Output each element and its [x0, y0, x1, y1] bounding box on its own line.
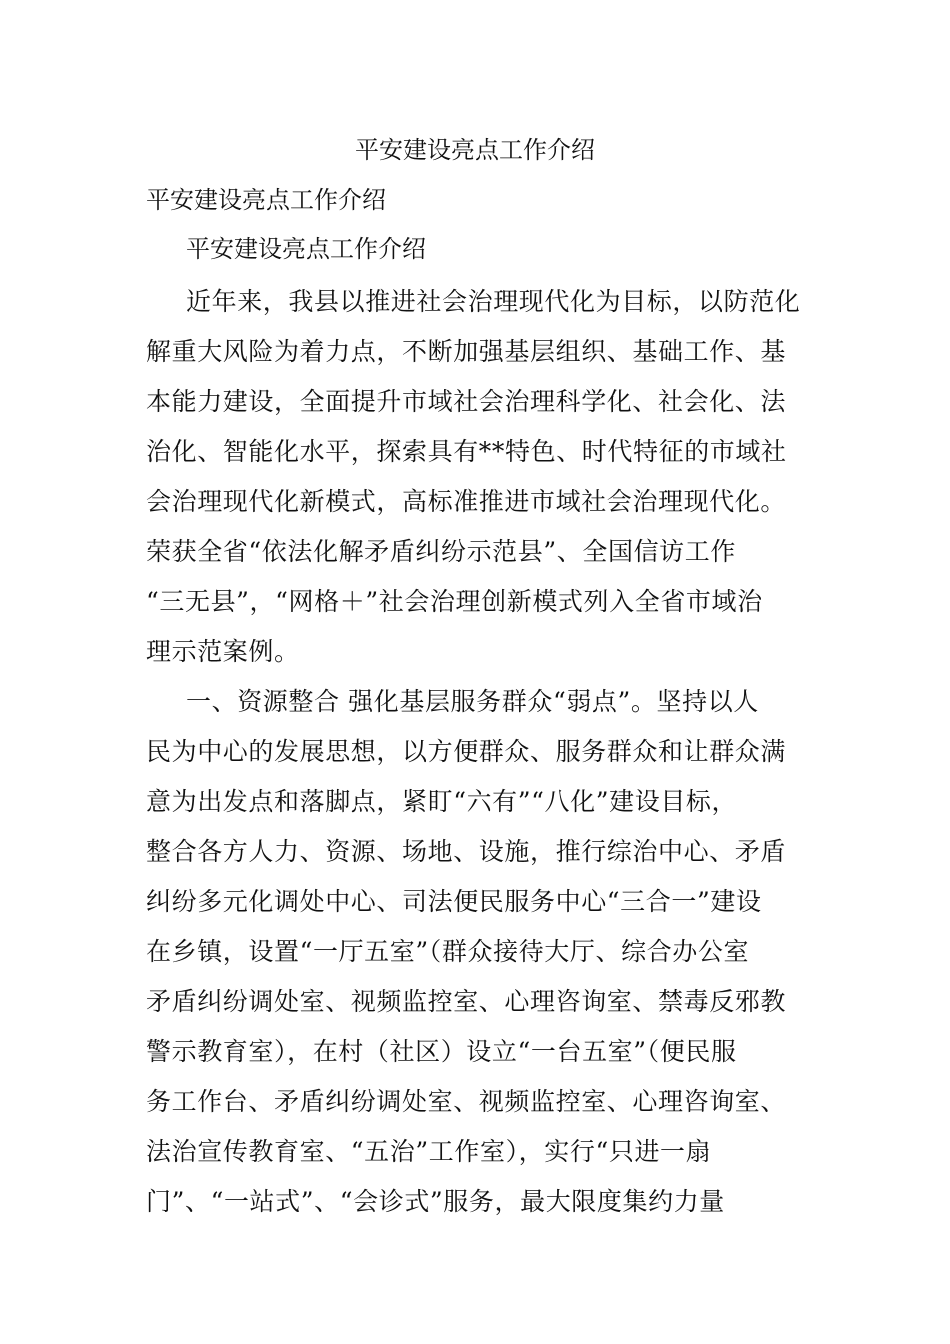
body-line: 整合各方人力、资源、场地、设施，推行综治中心、矛盾 [146, 837, 787, 866]
document-subtitle: 平安建设亮点工作介绍 [146, 186, 386, 214]
document-subtitle-indented: 平安建设亮点工作介绍 [186, 235, 426, 263]
body-line: 在乡镇，设置“一厅五室”（群众接待大厅、综合办公室 [146, 937, 750, 966]
document-title: 平安建设亮点工作介绍 [355, 136, 595, 164]
body-line: 治化、智能化水平，探索具有**特色、时代特征的市域社 [146, 437, 787, 466]
body-line: 理示范案例。 [146, 637, 300, 666]
section-heading-line: 一、资源整合 强化基层服务群众“弱点”。坚持以人 [186, 687, 759, 716]
body-line: “三无县”，“网格＋”社会治理创新模式列入全省市域治 [146, 587, 763, 616]
document-body [146, 282, 826, 1232]
body-line: 近年来，我县以推进社会治理现代化为目标，以防范化 [186, 287, 801, 316]
body-line: 解重大风险为着力点，不断加强基层组织、基础工作、基 [146, 337, 787, 366]
body-line: 法治宣传教育室、“五治”工作室），实行“只进一扇 [146, 1137, 712, 1166]
body-line: 警示教育室），在村（社区）设立“一台五室”（便民服 [146, 1037, 737, 1066]
body-line: 矛盾纠纷调处室、视频监控室、心理咨询室、禁毒反邪教 [146, 987, 787, 1016]
body-line: 本能力建设，全面提升市域社会治理科学化、社会化、法 [146, 387, 787, 416]
body-line: 民为中心的发展思想，以方便群众、服务群众和让群众满 [146, 737, 787, 766]
body-line: 荣获全省“依法化解矛盾纠纷示范县”、全国信访工作 [146, 537, 736, 566]
body-line: 纠纷多元化调处中心、司法便民服务中心“三合一”建设 [146, 887, 762, 916]
body-line: 会治理现代化新模式，高标准推进市域社会治理现代化。 [146, 487, 787, 516]
body-line: 意为出发点和落脚点，紧盯“六有”“八化”建设目标， [146, 787, 738, 816]
body-line: 务工作台、矛盾纠纷调处室、视频监控室、心理咨询室、 [146, 1087, 787, 1116]
body-line: 门”、“一站式”、“会诊式”服务，最大限度集约力量 [146, 1187, 725, 1216]
